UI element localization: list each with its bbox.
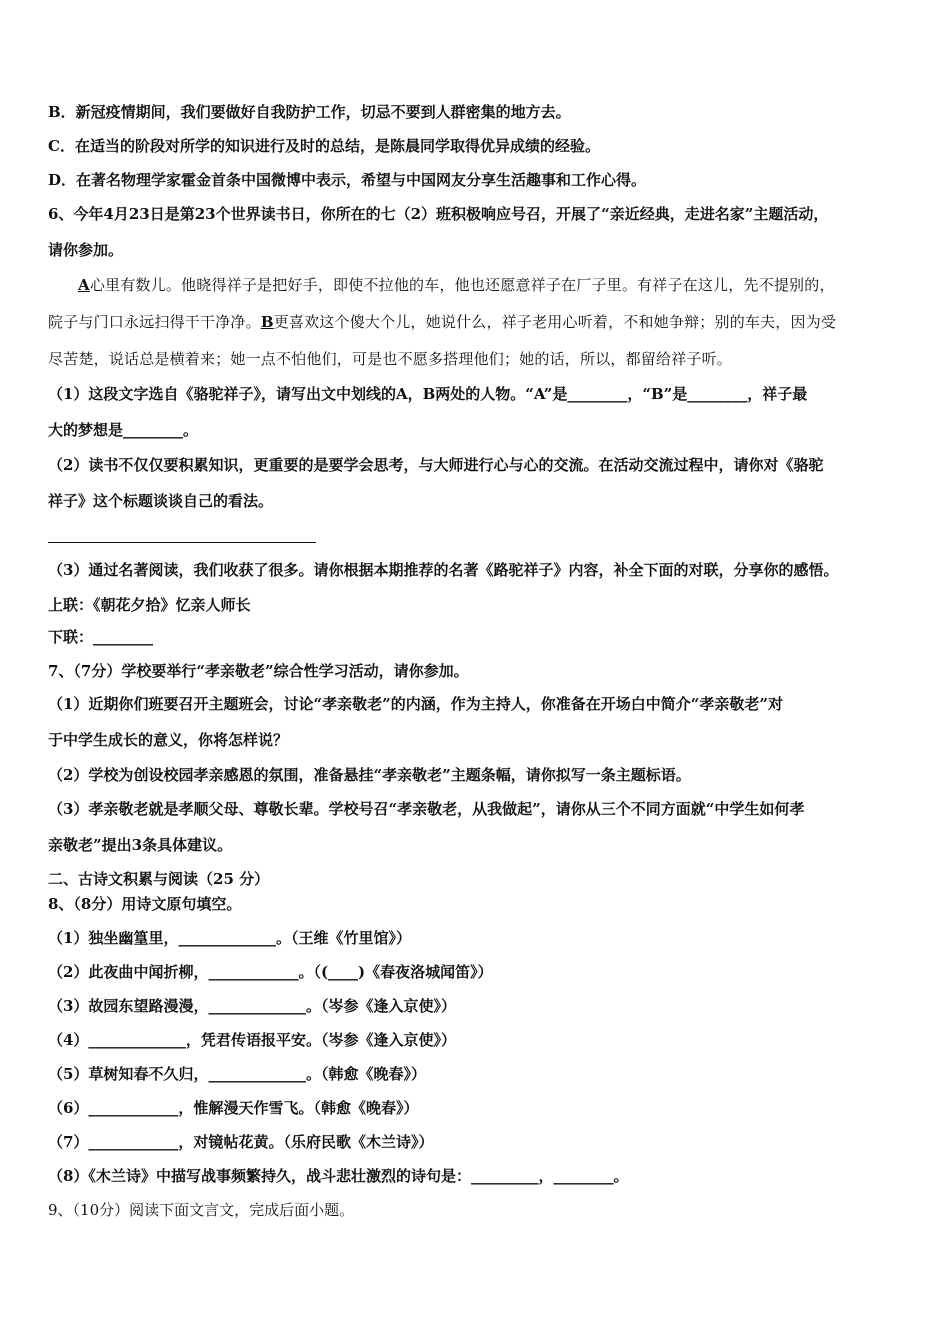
answer-rule	[48, 542, 316, 543]
q8-item: （3）故园东望路漫漫，_____________。（岑参《逢入京使》）	[48, 997, 456, 1015]
q7-sub2: （2）学校为创设校园孝亲感恩的氛围，准备悬挂“孝亲敬老”主题条幅，请你拟写一条主题标语。	[48, 766, 691, 784]
q5-option-d: D．在著名物理学家霍金首条中国微博中表示，希望与中国网友分享生活趣事和工作心得。	[48, 171, 647, 189]
q8-item: （7）____________，对镜帖花黄。（乐府民歌《木兰诗》）	[48, 1133, 434, 1151]
passage-text: 更喜欢这个傻大个儿，她说什么，祥子老用心听着，不和她争辩；别的车夫，因为受	[273, 313, 837, 331]
q6-sub3: （3）通过名著阅读，我们收获了很多。请你根据本期推荐的名著《路驼祥子》内容，补全下面的对联，分享你的感悟。	[48, 561, 839, 579]
q6-passage-line1	[78, 275, 835, 295]
q6-sub1-line2: 大的梦想是________。	[48, 421, 199, 439]
q7-sub3-line2: 亲敬老”提出3条具体建议。	[48, 836, 233, 854]
q6-sub1-line1: （1）这段文字选自《骆驼祥子》，请写出文中划线的A，B两处的人物。“A”是________，“B”是________，祥子最	[48, 385, 808, 403]
q8-intro: 8、（8分）用诗文原句填空。	[48, 895, 242, 913]
q8-item: （1）独坐幽篁里，_____________。（王维《竹里馆》）	[48, 929, 411, 947]
q8-item: （4）_____________，凭君传语报平安。（岑参《逢入京使》）	[48, 1031, 456, 1049]
q8-item: （6）____________，惟解漫天作雪飞。（韩愈《晚春》）	[48, 1099, 419, 1117]
couplet-lower: 下联：________	[48, 628, 154, 646]
q6-intro-line2: 请你参加。	[48, 241, 124, 259]
marker-b: B	[260, 313, 274, 331]
q8-item: （2）此夜曲中闻折柳，____________。（(____)《春夜洛城闻笛》）	[48, 963, 493, 981]
q6-passage-line2	[48, 312, 836, 332]
q7-sub1-line2: 于中学生成长的意义，你将怎样说？	[48, 731, 289, 749]
q8-item: （5）草树知春不久归，_____________。（韩愈《晚春》）	[48, 1065, 426, 1083]
passage-text: 院子与门口永远扫得干干净净。	[48, 313, 261, 331]
q7-sub3-line1: （3）孝亲敬老就是孝顺父母、尊敬长辈。学校号召“孝亲敬老，从我做起”，请你从三个不同方面就“中学生如何孝	[48, 800, 805, 818]
couplet-upper: 上联：《朝花夕拾》忆亲人师长	[48, 596, 251, 614]
q6-sub2-line2: 祥子》这个标题谈谈自己的看法。	[48, 492, 274, 510]
marker-a: A	[78, 276, 90, 294]
q6-passage-line3: 尽苦楚，说话总是横着来；她一点不怕他们，可是也不愿多搭理他们；她的话，所以，都留给祥子听。	[48, 350, 733, 368]
passage-text: 心里有数儿。他晓得祥子是把好手，即使不拉他的车，他也还愿意祥子在厂子里。有祥子在这儿，先不提别的，	[89, 276, 835, 294]
q7-sub1-line1: （1）近期你们班要召开主题班会，讨论“孝亲敬老”的内涵，作为主持人，你准备在开场白中简介“孝亲敬老”对	[48, 695, 783, 713]
section2-heading: 二、古诗文积累与阅读（25 分）	[48, 870, 270, 888]
q9-intro: 9、（10分）阅读下面文言文，完成后面小题。	[48, 1201, 355, 1219]
q5-option-c: C．在适当的阶段对所学的知识进行及时的总结，是陈晨同学取得优异成绩的经验。	[48, 137, 600, 155]
q6-intro-line1: 6、今年4月23日是第23个世界读书日，你所在的七（2）班积极响应号召，开展了“亲近经典，走进名家”主题活动，	[48, 205, 829, 223]
q7-intro: 7、（7分）学校要举行“孝亲敬老”综合性学习活动，请你参加。	[48, 662, 469, 680]
q8-item: （8）《木兰诗》中描写战事频繁持久，战斗悲壮激烈的诗句是：_________，________。	[48, 1167, 629, 1185]
q6-sub2-line1: （2）读书不仅仅要积累知识，更重要的是要学会思考，与大师进行心与心的交流。在活动交流过程中，请你对《骆驼	[48, 456, 824, 474]
q5-option-b: B．新冠疫情期间，我们要做好自我防护工作，切忌不要到人群密集的地方去。	[48, 103, 571, 121]
